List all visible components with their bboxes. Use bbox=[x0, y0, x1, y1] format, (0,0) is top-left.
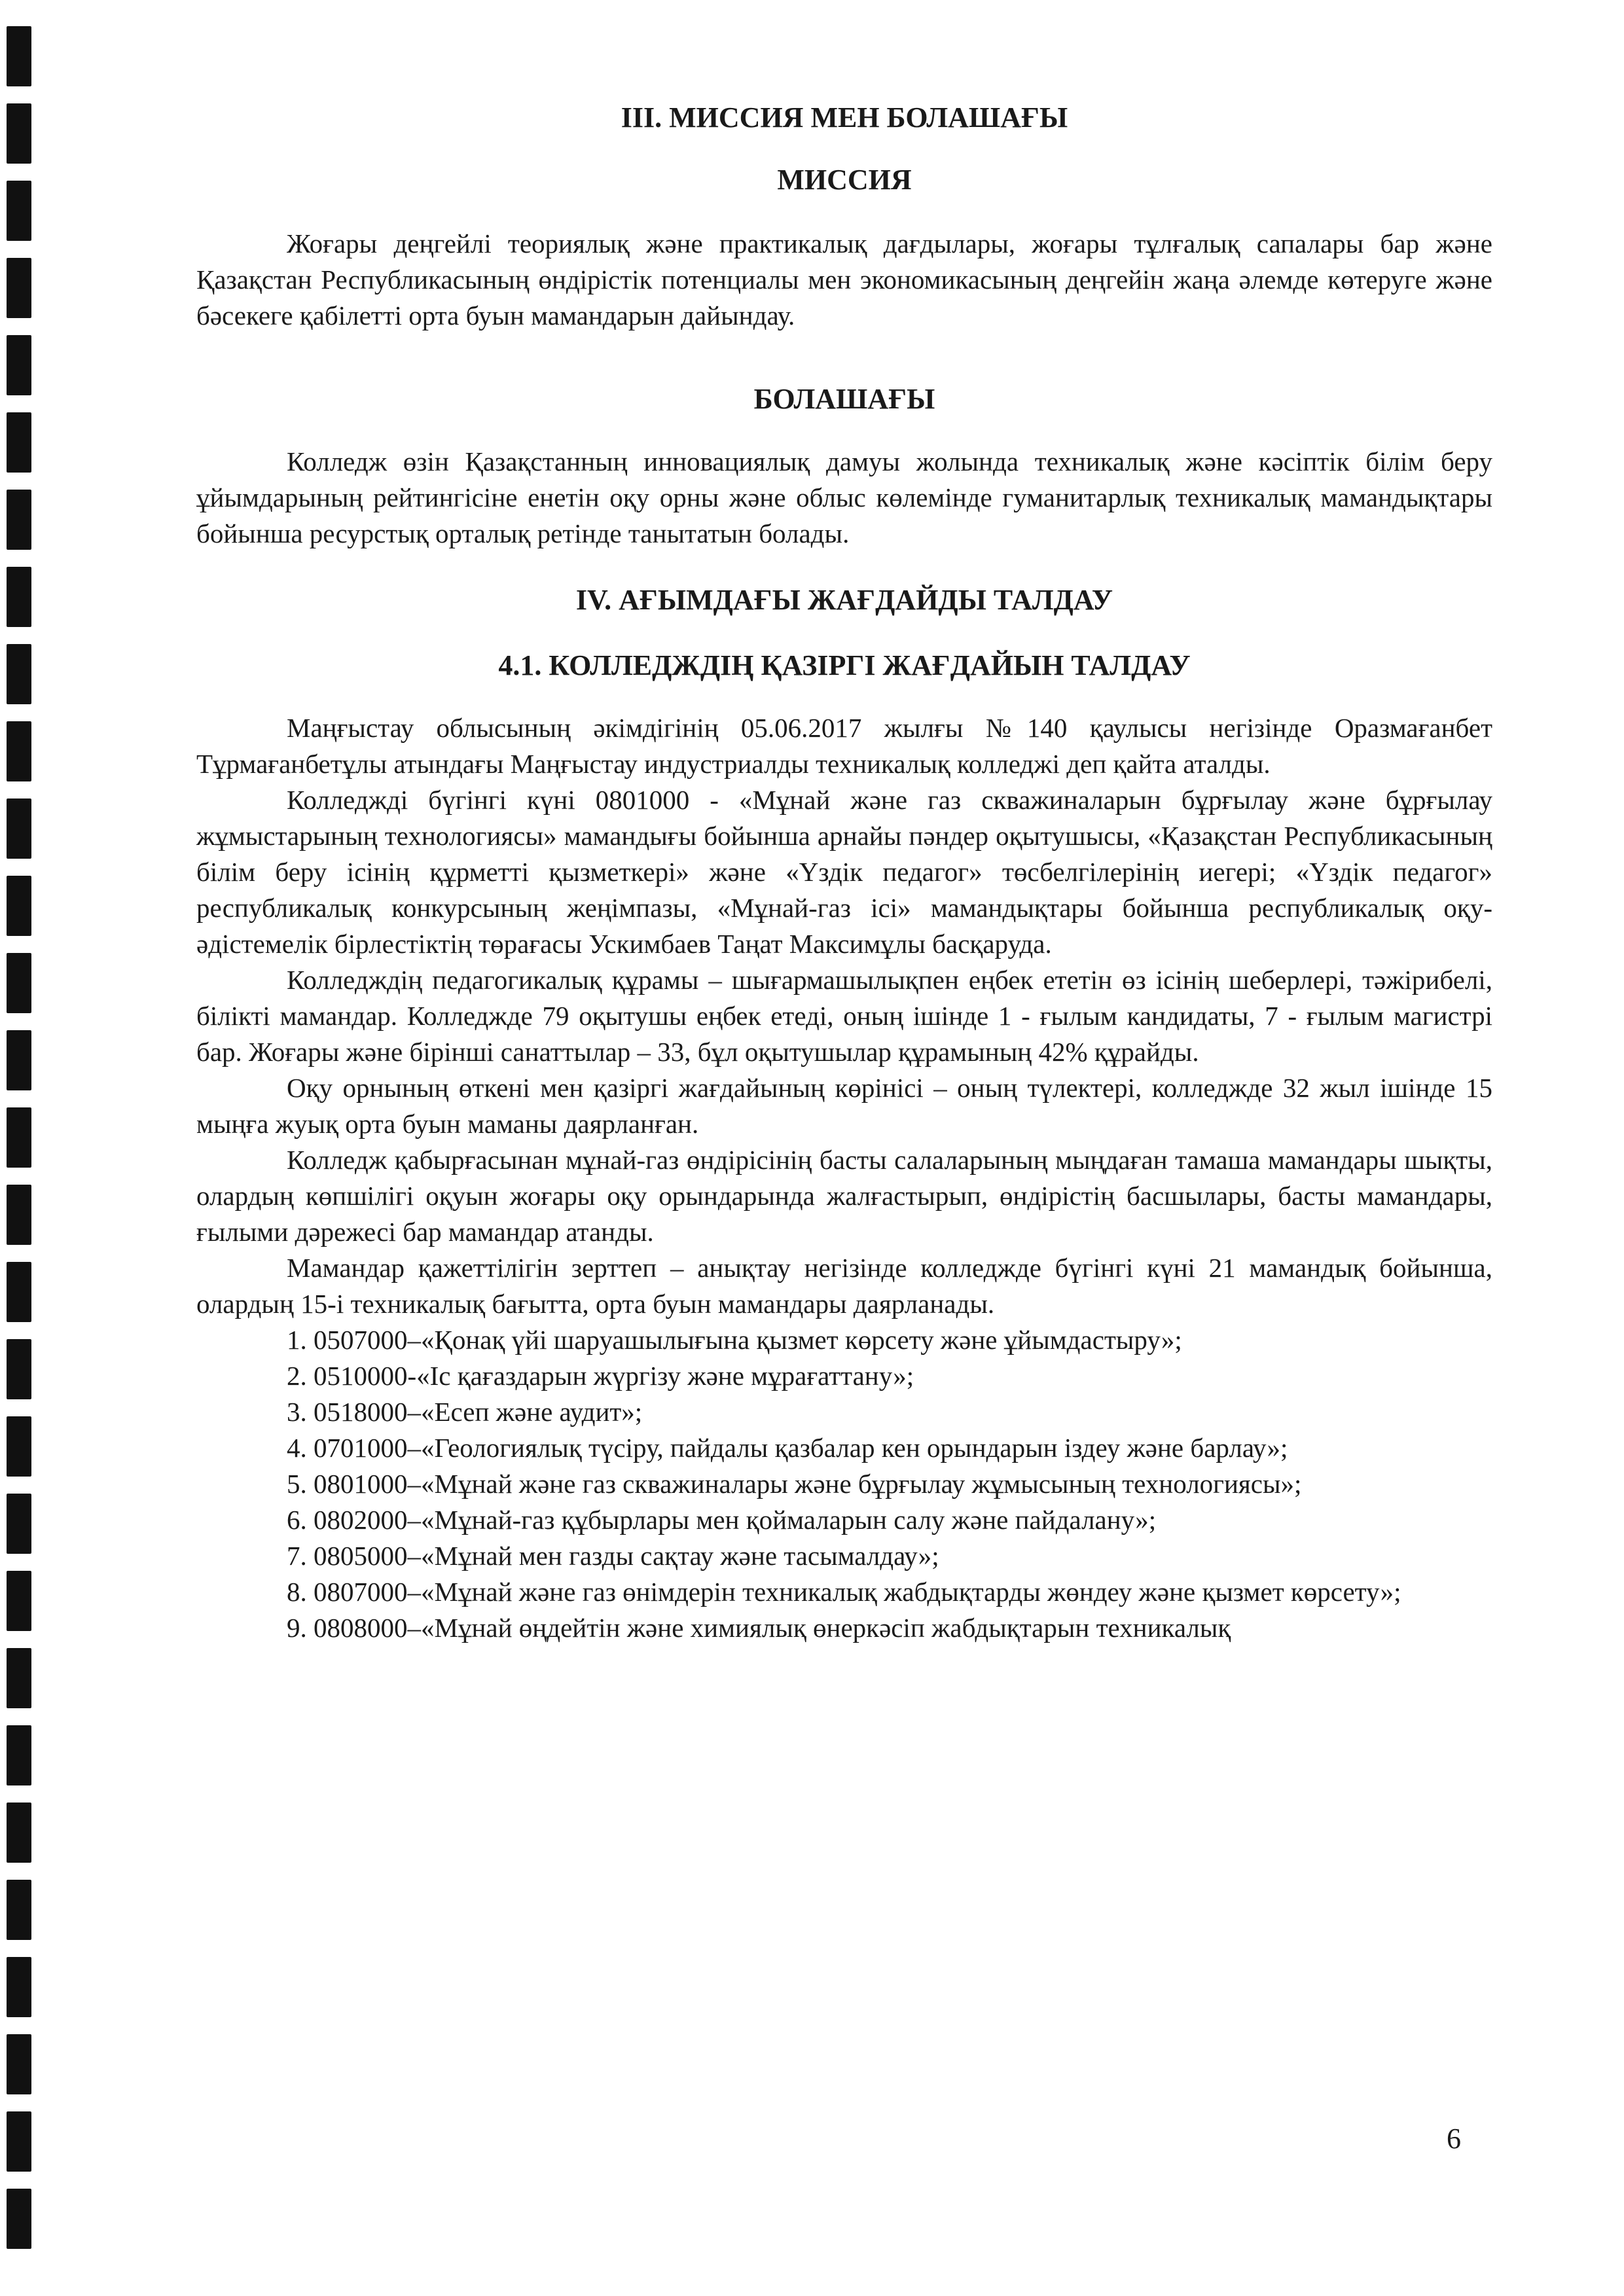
specialty-list-item: 4. 0701000–«Геологиялық түсіру, пайдалы қазбалар кен орындарын іздеу және барлау»; bbox=[287, 1433, 1288, 1463]
binding-mark bbox=[7, 567, 31, 627]
vision-paragraph: Колледж өзін Қазақстанның инновациялық дамуы жолында техникалық және кәсіптік білім беру ұйымдарының рейтингісіне енетін оқу орны және облыс көлемінде гуманитарлық техникалық мамандықтары бойынша ресурстық орталық ретінде танытатын болады. bbox=[196, 446, 1492, 548]
binding-mark bbox=[7, 1725, 31, 1785]
vision-heading: БОЛАШАҒЫ bbox=[753, 383, 935, 415]
section-4-1-heading: 4.1. КОЛЛЕДЖДІҢ ҚАЗІРГІ ЖАҒДАЙЫН ТАЛДАУ bbox=[498, 649, 1191, 681]
mission-heading: МИССИЯ bbox=[777, 164, 912, 196]
binding-mark bbox=[7, 258, 31, 318]
specialty-list-item: 1. 0507000–«Қонақ үйі шаруашылығына қызмет көрсету және ұйымдастыру»; bbox=[287, 1325, 1182, 1355]
binding-mark bbox=[7, 1416, 31, 1477]
binding-mark bbox=[7, 1030, 31, 1090]
binding-mark bbox=[7, 490, 31, 550]
specialty-list-item: 6. 0802000–«Мұнай-газ құбырлары мен қоймаларын салу және пайдалану»; bbox=[287, 1505, 1157, 1535]
binding-mark bbox=[7, 103, 31, 164]
section-4-heading: IV. АҒЫМДАҒЫ ЖАҒДАЙДЫ ТАЛДАУ bbox=[575, 584, 1113, 616]
specialty-list-item: 9. 0808000–«Мұнай өңдейтін және химиялық өнеркәсіп жабдықтарын техникалық bbox=[287, 1613, 1231, 1643]
binding-mark bbox=[7, 1803, 31, 1863]
specialty-list-item: 7. 0805000–«Мұнай мен газды сақтау және тасымалдау»; bbox=[287, 1541, 939, 1571]
binding-mark bbox=[7, 412, 31, 473]
mission-paragraph: Жоғары деңгейлі теориялық және практикалық дағдылары, жоғары тұлғалық сапалары бар және Қазақстан Республикасының өндірістік потенциалы мен экономикасының деңгейін жаңа әлемде көтеруге және бәсекеге қабілетті орта буын мамандарын дайындау. bbox=[196, 228, 1492, 331]
binding-mark bbox=[7, 1107, 31, 1168]
binding-mark bbox=[7, 335, 31, 395]
binding-mark bbox=[7, 26, 31, 86]
binding-mark bbox=[7, 2034, 31, 2094]
section-3-heading: III. МИССИЯ МЕН БОЛАШАҒЫ bbox=[621, 101, 1068, 134]
analysis-paragraph: Мамандар қажеттілігін зерттеп – анықтау негізінде колледжде бүгінгі күні 21 мамандық бойынша, олардың 15-і техникалық бағытта, орта буын мамандары даярланады. bbox=[196, 1253, 1492, 1319]
specialty-list-item: 8. 0807000–«Мұнай және газ өнімдерін техникалық жабдықтарды жөндеу және қызмет көрсету»; bbox=[287, 1577, 1401, 1607]
analysis-paragraph: Колледжді бүгінгі күні 0801000 - «Мұнай және газ скважиналарын бұрғылау және бұрғылау жұмыстарының технологиясы» мамандығы бойынша арнайы пәндер оқытушысы, «Қазақстан Республикасының білім беру ісінің құрметті қызметкері» және «Үздік педагог» төсбелгілерінің иегері; «Үздік педагог» республикалық конкурсының жеңімпазы, «Мұнай-газ ісі» мамандықтары бойынша республикалық оқу-әдістемелік бірлестіктің төрағасы Ускимбаев Таңат Максимұлы басқаруда. bbox=[196, 785, 1492, 959]
page-number: 6 bbox=[1447, 2123, 1461, 2155]
specialty-list-item: 5. 0801000–«Мұнай және газ скважиналары және бұрғылау жұмысының технологиясы»; bbox=[287, 1469, 1302, 1499]
binding-mark bbox=[7, 798, 31, 859]
binding-mark bbox=[7, 1957, 31, 2017]
analysis-paragraph: Маңғыстау облысының әкімдігінің 05.06.2017 жылғы №140 қаулысы негізінде Оразмағанбет Тұрмағанбетұлы атындағы Маңғыстау индустриалды техникалық колледжі деп қайта аталды. bbox=[196, 713, 1492, 779]
document-page bbox=[196, 98, 1492, 1646]
binding-mark bbox=[7, 181, 31, 241]
binding-mark bbox=[7, 1648, 31, 1708]
binding-mark bbox=[7, 1494, 31, 1554]
analysis-paragraph: Колледж қабырғасынан мұнай-газ өндірісінің басты салаларының мыңдаған тамаша мамандары шықты, олардың көпшілігі оқуын жоғары оқу орындарында жалғастырып, өндірістің басшылары, басты мамандары, ғылыми дәрежесі бар мамандар атанды. bbox=[196, 1145, 1492, 1247]
binding-mark bbox=[7, 1185, 31, 1245]
specialty-list-item: 3. 0518000–«Есеп және аудит»; bbox=[287, 1397, 643, 1427]
binding-mark bbox=[7, 1339, 31, 1399]
binding-mark bbox=[7, 2189, 31, 2249]
analysis-paragraph: Оқу орнының өткені мен қазіргі жағдайының көрінісі – оның түлектері, колледжде 32 жыл ішінде 15 мыңға жуық орта буын маманы даярланған. bbox=[196, 1073, 1492, 1139]
binding-mark bbox=[7, 2111, 31, 2172]
binding-mark bbox=[7, 876, 31, 936]
binding-mark bbox=[7, 644, 31, 704]
binding-mark bbox=[7, 1262, 31, 1322]
binding-edge bbox=[0, 0, 46, 2296]
binding-mark bbox=[7, 721, 31, 781]
specialty-list-item: 2. 0510000-«Іс қағаздарын жүргізу және мұрағаттану»; bbox=[287, 1361, 914, 1391]
binding-mark bbox=[7, 1880, 31, 1940]
binding-mark bbox=[7, 1571, 31, 1631]
analysis-paragraph: Колледждің педагогикалық құрамы – шығармашылықпен еңбек ететін өз ісінің шеберлері, тәжірибелі, білікті мамандар. Колледжде 79 оқытушы еңбек етеді, оның ішінде 1 - ғылым кандидаты, 7 - ғылым магистрі бар. Жоғары және бірінші санаттылар – 33, бұл оқытушылар құрамының 42% құрайды. bbox=[196, 965, 1492, 1067]
binding-mark bbox=[7, 953, 31, 1013]
